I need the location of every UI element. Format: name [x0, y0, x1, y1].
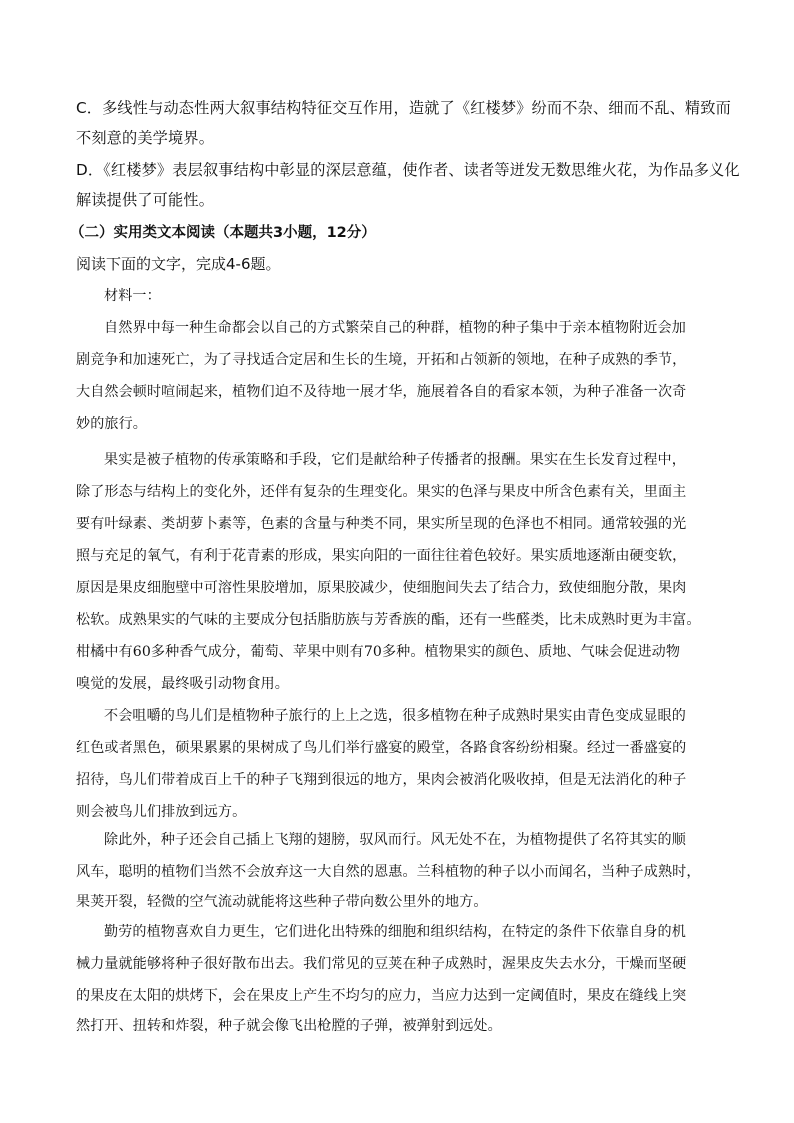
material-paragraph-5-line-4: 然打开、扭转和炸裂，种子就会像飞出枪膛的子弹，被弹射到远处。	[76, 1018, 502, 1034]
material-paragraph-2-line-1: 果实是被子植物的传承策略和手段，它们是献给种子传播者的报酬。果实在生长发育过程中，	[104, 452, 686, 468]
material-paragraph-5-line-3: 的果皮在太阳的烘烤下，会在果皮上产生不均匀的应力，当应力达到一定阈值时，果皮在缝线上突	[76, 988, 687, 1004]
material-paragraph-5-line-1: 勤劳的植物喜欢自力更生，它们进化出特殊的细胞和组织结构，在特定的条件下依靠自身的机	[104, 924, 686, 940]
material-paragraph-2-line-5: 原因是果皮细胞壁中可溶性果胶增加，原果胶减少，使细胞间失去了结合力，致使细胞分散，果肉	[76, 580, 687, 596]
material-paragraph-2-line-4: 照与充足的氧气，有利于花青素的形成，果实向阳的一面往往着色较好。果实质地逐渐由硬变软，	[76, 548, 687, 564]
material-paragraph-2-line-6: 松软。成熟果实的气味的主要成分包括脂肪族与芳香族的酯，还有一些醛类，比未成熟时更为丰富。	[76, 612, 701, 628]
option-c-line-2: 不刻意的美学境界。	[76, 129, 215, 147]
material-paragraph-2-line-2: 除了形态与结构上的变化外，还伴有复杂的生理变化。果实的色泽与果皮中所含色素有关，里面主	[76, 484, 687, 500]
material-paragraph-1-line-4: 妙的旅行。	[76, 416, 147, 432]
material-paragraph-3-line-4: 则会被鸟儿们排放到远方。	[76, 804, 247, 820]
section-heading: （二）实用类文本阅读（本题共3小题，12分）	[70, 225, 376, 241]
material-paragraph-2-line-3: 要有叶绿素、类胡萝卜素等，色素的含量与种类不同，果实所呈现的色泽也不相同。通常较强的光	[76, 516, 687, 532]
material-paragraph-3-line-3: 招待，鸟儿们带着成百上千的种子飞翔到很远的地方，果肉会被消化吸收掉，但是无法消化的种子	[76, 772, 687, 788]
material-paragraph-4-line-1: 除此外，种子还会自己插上飞翔的翅膀，驭风而行。风无处不在，为植物提供了名符其实的顺	[104, 832, 686, 848]
section-instruction: 阅读下面的文字，完成4-6题。	[76, 255, 281, 273]
material-paragraph-4-line-3: 果荚开裂，轻微的空气流动就能将这些种子带向数公里外的地方。	[76, 894, 488, 910]
option-c-line-1: C．多线性与动态性两大叙事结构特征交互作用，造就了《红楼梦》纷而不杂、细而不乱、精致而	[76, 99, 731, 117]
material-label: 材料一：	[104, 288, 161, 304]
material-paragraph-1-line-1: 自然界中每一种生命都会以自己的方式繁荣自己的种群，植物的种子集中于亲本植物附近会加	[104, 320, 686, 336]
material-paragraph-2-line-8: 嗅觉的发展，最终吸引动物食用。	[76, 676, 289, 692]
material-paragraph-4-line-2: 风车，聪明的植物们当然不会放弃这一大自然的恩惠。兰科植物的种子以小而闻名，当种子成熟时，	[76, 864, 701, 880]
material-paragraph-1-line-2: 剧竞争和加速死亡，为了寻找适合定居和生长的生境，开拓和占领新的领地，在种子成熟的季节，	[76, 352, 687, 368]
material-paragraph-3-line-1: 不会咀嚼的鸟儿们是植物种子旅行的上上之选，很多植物在种子成熟时果实由青色变成显眼的	[104, 708, 686, 724]
option-d-line-2: 解读提供了可能性。	[76, 191, 215, 209]
material-paragraph-3-line-2: 红色或者黑色，硕果累累的果树成了鸟儿们举行盛宴的殿堂，各路食客纷纷相聚。经过一番盛宴的	[76, 740, 687, 756]
option-d-line-1: D．《红楼梦》表层叙事结构中彰显的深层意蕴，使作者、读者等迸发无数思维火花，为作品多义化	[76, 161, 740, 179]
material-paragraph-5-line-2: 械力量就能够将种子很好散布出去。我们常见的豆荚在种子成熟时，渥果皮失去水分，干燥而坚硬	[76, 956, 687, 972]
material-paragraph-1-line-3: 大自然会顿时喧闹起来，植物们迫不及待地一展才华，施展着各自的看家本领，为种子准备一次奇	[76, 384, 687, 400]
material-paragraph-2-line-7: 柑橘中有60多种香气成分，葡萄、苹果中则有70多种。植物果实的颜色、质地、气味会促进动物	[76, 644, 681, 660]
